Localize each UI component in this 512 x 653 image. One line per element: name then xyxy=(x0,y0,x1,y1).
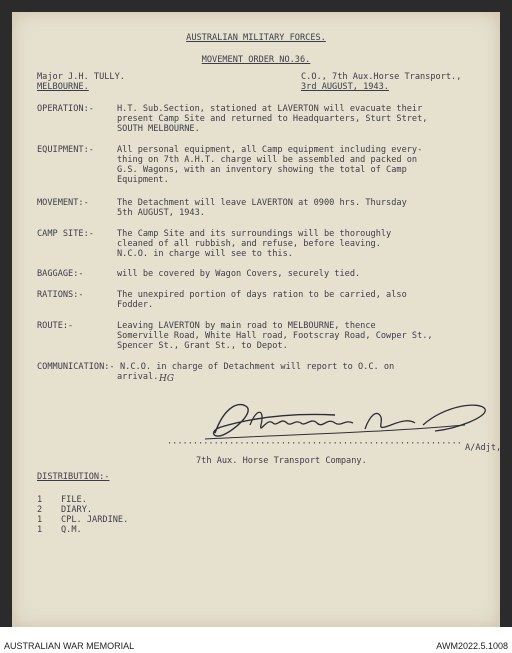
section-line: present Camp Site and returned to Headquarters, Sturt Stret, xyxy=(117,114,428,124)
distribution-qty: 2 xyxy=(37,505,43,515)
section-line: Fodder. xyxy=(117,300,154,310)
to-line2: 3rd AUGUST, 1943. xyxy=(301,82,389,92)
section-label-operation: OPERATION:- xyxy=(37,104,94,114)
section-line: N.C.O. in charge of Detachment will report to O.C. on xyxy=(120,362,395,372)
section-line: H.T. Sub.Section, stationed at LAVERTON will evacuate their xyxy=(117,104,423,114)
from-place: MELBOURNE. xyxy=(37,82,89,92)
section-label-camp-site: CAMP SITE:- xyxy=(37,229,94,239)
header-title: AUSTRALIAN MILITARY FORCES. xyxy=(186,33,326,43)
section-line: The unexpired portion of days ration to be carried, also xyxy=(117,290,407,300)
section-line: Somerville Road, White Hall road, Footscray Road, Cowper St., xyxy=(117,331,433,341)
distribution-item: DIARY. xyxy=(61,505,93,515)
distribution-qty: 1 xyxy=(37,495,43,505)
section-label-equipment: EQUIPMENT:- xyxy=(37,145,94,155)
distribution-item: CPL. JARDINE. xyxy=(61,515,129,525)
section-line: SOUTH MELBOURNE. xyxy=(117,124,200,134)
signature-image xyxy=(195,395,495,445)
section-line: thing on 7th A.H.T. charge will be assembled and packed on xyxy=(117,155,418,165)
distribution-item: Q.M. xyxy=(61,525,82,535)
section-line: Equipment. xyxy=(117,175,169,185)
section-line: All personal equipment, all Camp equipment including every- xyxy=(117,145,423,155)
from-name: Major J.H. TULLY. xyxy=(37,72,125,82)
sign-suffix: A/Adjt, xyxy=(465,443,502,453)
distribution-qty: 1 xyxy=(37,525,43,535)
section-label-communication: COMMUNICATION:- xyxy=(37,362,115,372)
document-page xyxy=(12,12,500,627)
sign-company: 7th Aux. Horse Transport Company. xyxy=(196,456,367,466)
section-line: The Camp Site and its surroundings will be thoroughly xyxy=(117,229,392,239)
section-line: 5th AUGUST, 1943. xyxy=(117,208,205,218)
footer-accession-id: AWM2022.5.1008 xyxy=(436,641,508,651)
distribution-item: FILE. xyxy=(61,495,87,505)
section-line: will be covered by Wagon Covers, securely tied. xyxy=(117,269,361,279)
footer-source: AUSTRALIAN WAR MEMORIAL xyxy=(4,641,135,651)
to-line1: C.O., 7th Aux.Horse Transport., xyxy=(301,72,462,82)
order-title: MOVEMENT ORDER NO.36. xyxy=(201,55,311,65)
section-label-route: ROUTE:- xyxy=(37,321,74,331)
section-line: Leaving LAVERTON by main road to MELBOURNE, thence xyxy=(117,321,376,331)
section-label-movement: MOVEMENT:- xyxy=(37,198,89,208)
section-line: N.C.O. in charge will see to this. xyxy=(117,249,293,259)
footer-bar xyxy=(0,627,512,653)
distribution-title: DISTRIBUTION:- xyxy=(37,472,110,482)
section-line: The Detachment will leave LAVERTON at 0900 hrs. Thursday xyxy=(117,198,407,208)
section-line: G.S. Wagons, with an inventory showing the total of Camp xyxy=(117,165,407,175)
distribution-qty: 1 xyxy=(37,515,43,525)
section-label-rations: RATIONS:- xyxy=(37,290,84,300)
section-line: Spencer St., Grant St., to Depot. xyxy=(117,341,288,351)
section-line: cleaned of all rubbish, and refuse, before leaving. xyxy=(117,239,381,249)
signature-dotted-line: ························································· xyxy=(167,439,462,449)
section-label-baggage: BAGGAGE:- xyxy=(37,269,84,279)
handwritten-initials: HG xyxy=(159,374,175,384)
section-line: arrival. xyxy=(117,372,159,382)
